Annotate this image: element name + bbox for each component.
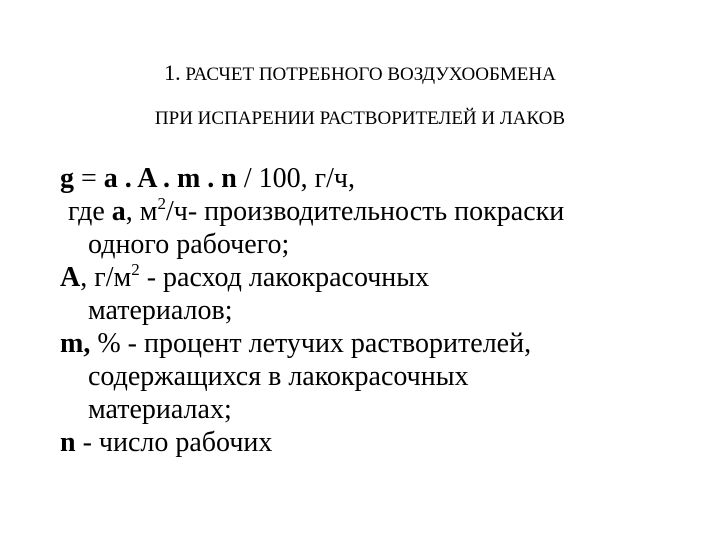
definition-A-line-1 <box>60 261 700 294</box>
definition-a-line-1 <box>60 195 700 228</box>
definition-a-unit: , м <box>125 196 158 227</box>
definition-a-sup: 2 <box>157 194 166 213</box>
definition-A-line-2: материалов; <box>88 295 233 326</box>
slide-title-line-1 <box>0 62 720 86</box>
definition-A-var: А <box>60 262 81 293</box>
definition-n-var: n <box>60 427 76 458</box>
definition-m-line-3: материалах; <box>88 394 232 425</box>
definition-A-unit: , г/м <box>80 262 132 293</box>
formula-var-m: m <box>176 163 201 194</box>
formula-var-a: a <box>103 163 118 194</box>
definition-m-line-2: содержащихся в лакокрасочных <box>88 361 469 392</box>
formula-var-A: A <box>137 163 156 194</box>
title-text: РАСЧЕТ ПОТРЕБНОГО ВОЗДУХООБМЕНА <box>185 64 556 85</box>
slide-body <box>60 162 700 459</box>
formula-dot-1: . <box>117 163 138 194</box>
formula-rest: / 100, г/ч, <box>236 163 355 194</box>
definition-m-text-1: % - процент летучих растворителей, <box>90 328 532 359</box>
formula-var-n: n <box>221 163 237 194</box>
formula-equals: = <box>74 163 104 194</box>
formula-dot-3: . <box>200 163 222 194</box>
definition-a-prefix: где <box>68 196 112 227</box>
definition-A-text-1: - расход лакокрасочных <box>139 262 430 293</box>
formula-var-g: g <box>60 163 74 194</box>
slide-title-line-2: ПРИ ИСПАРЕНИИ РАСТВОРИТЕЛЕЙ И ЛАКОВ <box>154 108 566 129</box>
formula-dot-2: . <box>155 163 177 194</box>
definition-m-var: m, <box>60 328 91 359</box>
definition-n-text-1: - число рабочих <box>75 427 273 458</box>
definition-n-line-1 <box>60 426 700 459</box>
definition-m-line-1 <box>60 327 700 360</box>
formula-line <box>60 162 700 195</box>
definition-A-sup: 2 <box>131 260 140 279</box>
definition-a-var: а <box>111 196 126 227</box>
definition-a-line-2: одного рабочего; <box>88 229 290 260</box>
definition-a-text-1: /ч- производительность покраски <box>165 196 565 227</box>
title-number: 1. <box>164 60 181 85</box>
